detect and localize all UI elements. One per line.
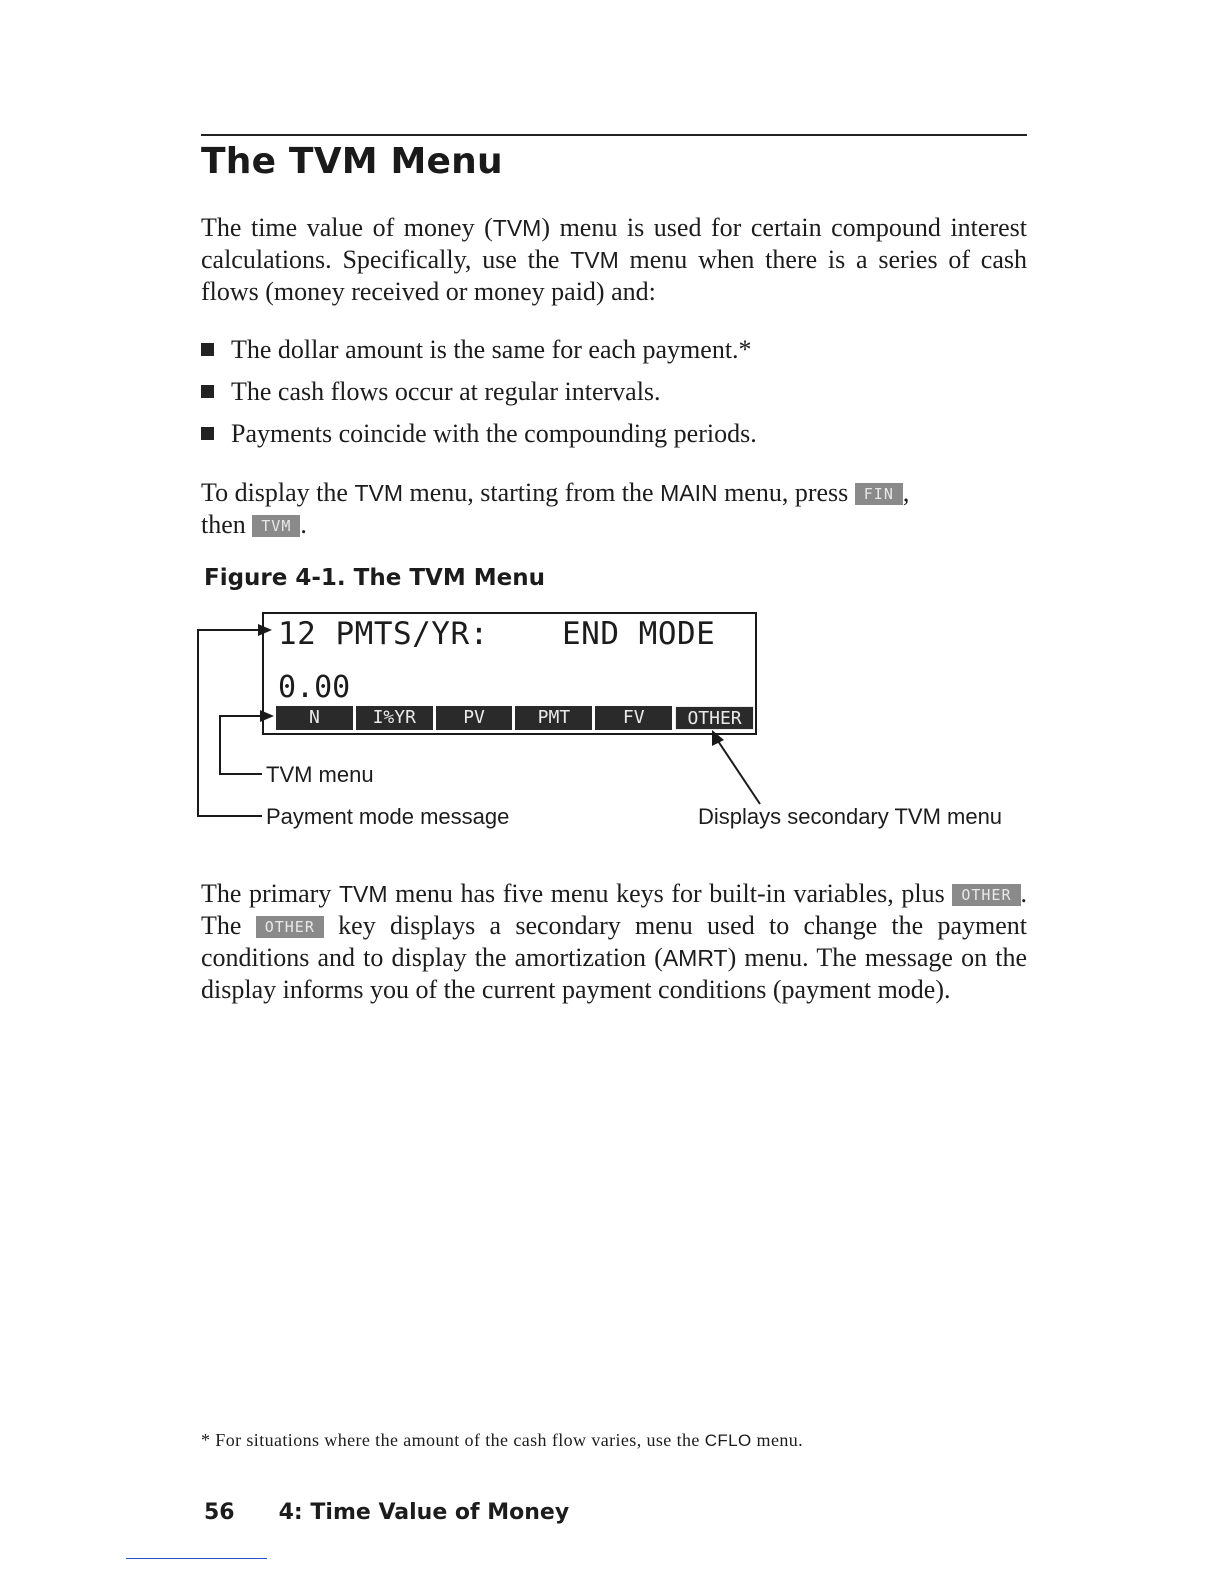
footnote-cflo: CFLO [704, 1431, 752, 1450]
body-text: menu has five menu keys for built-in variables, plus [387, 879, 953, 908]
display-instructions [201, 477, 1027, 541]
chapter-title: 4: Time Value of Money [278, 1500, 570, 1525]
instr-text: To display the [201, 478, 355, 507]
menu-key-i-yr[interactable]: I%YR [356, 706, 433, 730]
body-text: The primary [201, 879, 339, 908]
instr-text: . [300, 510, 307, 539]
payment-mode-message [278, 616, 716, 652]
pmts-per-year: 12 PMTS/YR: [278, 616, 489, 652]
intro-tvm: TVM [570, 247, 619, 273]
secondary-leader [716, 738, 760, 804]
tvm-menu-label: TVM menu [266, 762, 374, 787]
bottom-rule [126, 1558, 267, 1559]
other-key[interactable]: OTHER [256, 916, 324, 938]
condition-list [201, 334, 1027, 460]
tvm-menu-bar [276, 706, 754, 730]
instr-text: menu, press [717, 478, 855, 507]
footnote-text: menu. [751, 1430, 804, 1450]
footnote [201, 1430, 803, 1451]
instr-text: , [902, 478, 910, 507]
page-footer [204, 1500, 569, 1525]
instr-text: menu, starting from the [403, 478, 661, 507]
intro-text: menu when there is a series of cash flows (money received or money paid) and: [201, 245, 1027, 306]
list-item-text: The dollar amount is the same for each payment.* [231, 335, 752, 364]
footnote-text: * For situations where the amount of the cash flow varies, use the [201, 1430, 705, 1450]
payment-mode-label: Payment mode message [266, 804, 510, 829]
list-item [201, 334, 1027, 376]
list-item-text: The cash flows occur at regular intervals. [231, 377, 661, 406]
instr-main: MAIN [660, 480, 718, 506]
body-text: key displays a secondary menu used to change the payment conditions and to display the amortization ( [201, 911, 1028, 972]
other-key[interactable]: OTHER [952, 884, 1020, 906]
intro-paragraph [201, 212, 1027, 308]
page-title: The TVM Menu [201, 141, 503, 182]
bullet-icon [201, 385, 214, 398]
end-mode: END MODE [562, 616, 716, 652]
body-paragraph [201, 878, 1027, 1006]
list-item [201, 376, 1027, 418]
menu-key-pv[interactable]: PV [436, 706, 513, 730]
fin-key[interactable]: FIN [855, 483, 903, 505]
menu-key-n[interactable]: N [276, 706, 353, 730]
calculator-display [262, 612, 757, 735]
instr-tvm: TVM [354, 480, 403, 506]
intro-text: ) menu is used for certain compound interest calculations. Specifically, use the [201, 213, 1027, 274]
intro-tvm: TVM [492, 215, 542, 241]
bullet-icon [201, 343, 214, 356]
figure-caption: Figure 4-1. The TVM Menu [204, 565, 545, 591]
instr-text: then [201, 510, 253, 539]
tvm-menu-leader [220, 716, 262, 774]
body-amrt: AMRT [662, 945, 728, 971]
list-item [201, 418, 1027, 460]
menu-key-fv[interactable]: FV [595, 706, 672, 730]
list-item-text: Payments coincide with the compounding periods. [231, 419, 757, 448]
bullet-icon [201, 427, 214, 440]
top-rule [201, 134, 1027, 136]
menu-key-pmt[interactable]: PMT [515, 706, 592, 730]
body-text: . The [201, 879, 1027, 940]
payment-mode-leader [198, 630, 262, 816]
body-tvm: TVM [338, 881, 388, 907]
page-number: 56 [204, 1500, 235, 1525]
tvm-key[interactable]: TVM [252, 515, 300, 537]
menu-key-other[interactable]: OTHER [675, 706, 754, 730]
body-text: ) menu. The message on the display informs you of the current payment conditions (payment mode). [201, 943, 1027, 1004]
display-value: 0.00 [278, 670, 351, 705]
secondary-menu-label: Displays secondary TVM menu [698, 804, 1003, 829]
intro-text: The time value of money ( [201, 213, 493, 242]
